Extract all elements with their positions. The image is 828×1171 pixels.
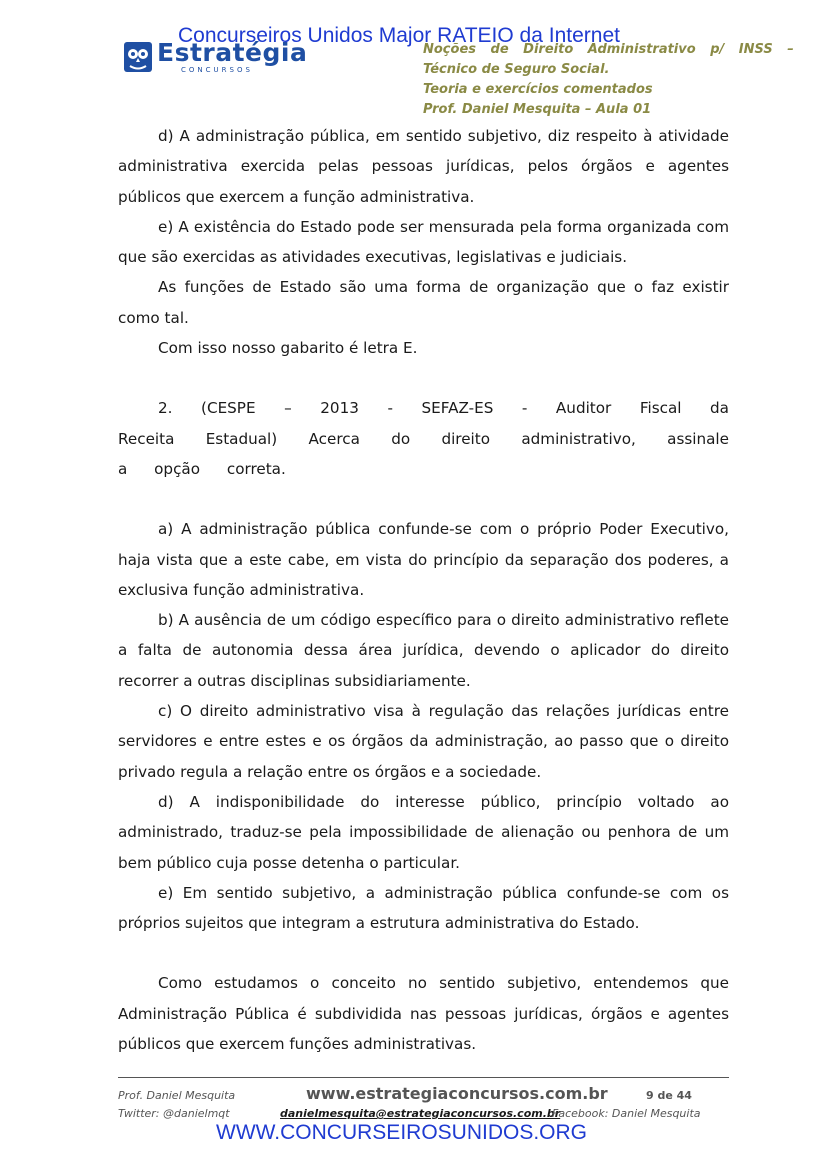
spacer — [118, 484, 729, 514]
logo-wordmark: Estratégia — [157, 38, 308, 67]
paragraph-explanation: As funções de Estado são uma forma de organização que o faz existir como tal. — [118, 278, 729, 327]
footer-facebook: Facebook: Daniel Mesquita — [552, 1107, 701, 1120]
page-number: 9 de 44 — [646, 1089, 692, 1102]
watermark-bottom: WWW.CONCURSEIROSUNIDOS.ORG — [216, 1121, 587, 1144]
course-header — [423, 40, 794, 120]
question-statement: 2. (CESPE – 2013 - SEFAZ-ES - Auditor Fiscal da Receita Estadual) Acerca do direito administrativo, assinale a opção correta. — [118, 399, 729, 478]
footer-email-link[interactable]: danielmesquita@estrategiaconcursos.com.br — [280, 1107, 561, 1120]
paragraph-answer: Com isso nosso gabarito é letra E. — [158, 339, 418, 358]
comment-paragraph: Como estudamos o conceito no sentido subjetivo, entendemos que Administração Pública é subdividida nas pessoas jurídicas, órgãos e agentes públicos que exercem funções administrativas. — [118, 974, 729, 1054]
footer-author: Prof. Daniel Mesquita — [118, 1089, 236, 1102]
owl-icon — [124, 42, 152, 72]
paragraph-option-d-previous: d) A administração pública, em sentido subjetivo, diz respeito à atividade administrativa exercida pelas pessoas jurídicas, pelos órgãos e agentes públicos que exercem a função administrativa. — [118, 127, 729, 206]
logo-subtitle: CONCURSOS — [181, 66, 253, 74]
paragraph-option-e-previous: e) A existência do Estado pode ser mensurada pela forma organizada com que são exercidas as atividades executivas, legislativas e judiciais. — [118, 217, 729, 267]
footer-site-link[interactable]: www.estrategiaconcursos.com.br — [306, 1084, 608, 1103]
watermark-top: Concurseiros Unidos Major RATEIO da Internet — [178, 24, 620, 47]
page-body — [118, 121, 729, 1059]
header-line-2: Técnico de Seguro Social. — [423, 62, 610, 77]
option-d: d) A indisponibilidade do interesse público, princípio voltado ao administrado, traduz-se pela impossibilidade de alienação ou penhora de um bem público cuja posse detenha o particular. — [118, 792, 729, 872]
footer-twitter: Twitter: @danielmqt — [118, 1107, 230, 1120]
footer-divider — [118, 1077, 729, 1078]
header-line-3: Teoria e exercícios comentados — [423, 82, 653, 97]
option-c: c) O direito administrativo visa à regulação das relações jurídicas entre servidores e entre estes e os órgãos da administração, ao passo que o direito privado regula a relação entre os órgãos e a sociedade. — [118, 702, 729, 781]
option-a: a) A administração pública confunde-se com o próprio Poder Executivo, haja vista que a este cabe, em vista do princípio da separação dos poderes, a exclusiva função administrativa. — [118, 520, 729, 599]
header-line-4: Prof. Daniel Mesquita – Aula 01 — [423, 102, 652, 117]
spacer — [118, 938, 729, 968]
spacer — [118, 363, 729, 393]
header-line-1: Noções de Direito Administrativo p/ INSS – — [423, 42, 794, 57]
option-e: e) Em sentido subjetivo, a administração pública confunde-se com os próprios sujeitos que integram a estrutura administrativa do Estado. — [118, 883, 729, 933]
option-b: b) A ausência de um código específico para o direito administrativo reflete a falta de autonomia dessa área jurídica, devendo o aplicador do direito recorrer a outras disciplinas subsidiariamente. — [118, 611, 729, 690]
